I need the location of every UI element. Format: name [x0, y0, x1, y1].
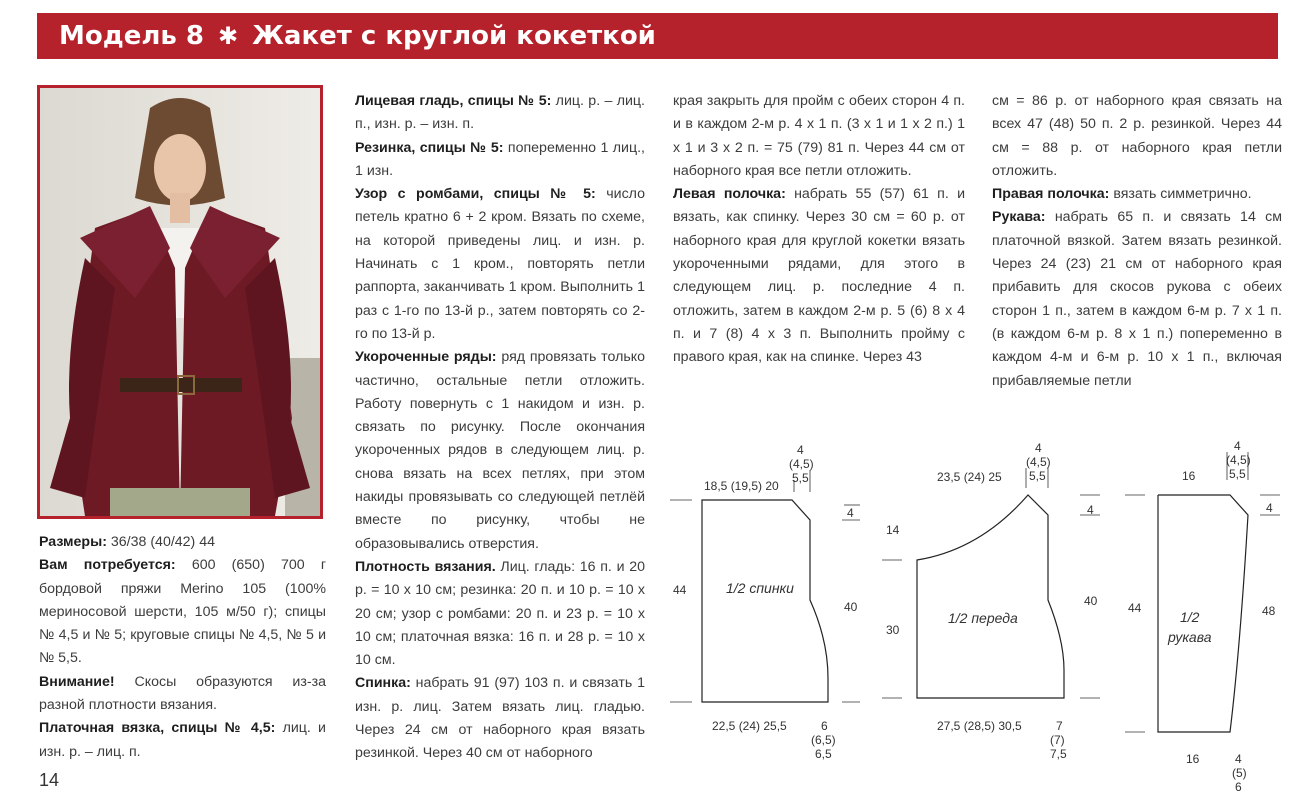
sleeve-paragraph: Рукава: набрать 65 п. и связать 14 см платочной вязкой. Затем вязать резинкой. Через 24 (23) 21 см от наборного края прибавить для скосов рукова с обеих сторон 1 п., затем в каждом 6-м р. 7 х 1 п. (в каждом 6-м р. 8 х 1 п.) попеременно в каждом 4-м и 6-м р. 10 х 1 п., включая прибавляемые петли	[992, 209, 1282, 389]
materials-paragraph: Вам потребуется: 600 (650) 700 г бордовой пряжи Merino 105 (100% мериносовой шерсти, 105 м/50 г); спицы № 4,5 и № 5; круговые спицы № 4,5, № 5 и № 5,5.	[39, 557, 326, 667]
front-armhole: 4	[1087, 503, 1094, 517]
back-height: 44	[673, 583, 687, 597]
page-number: 14	[39, 770, 60, 790]
back-label: 1/2 спинки	[726, 580, 794, 596]
model-number: Модель 8	[59, 21, 204, 51]
diamond-paragraph: Узор с ромбами, спицы № 5: число петель кратно 6 + 2 кром. Вязать по схеме, на которой приведены лиц. и изн. р. Начинать с 1 кром., повторять петли раппорта, заканчивать 1 кром. Выполнить 1 раз с 1-го по 13-й р., затем повторять со 2-го по 13-й р.	[355, 186, 645, 342]
front-top-width: 23,5 (24) 25	[937, 470, 1002, 484]
back-hem-3: 6,5	[815, 747, 832, 761]
sizes-paragraph: Размеры: 36/38 (40/42) 44	[39, 534, 215, 550]
sleeve-bottom-width: 16	[1186, 752, 1200, 766]
front-labels	[886, 441, 1098, 761]
sleeve-label-1: 1/2	[1180, 609, 1200, 625]
sleeve-cap: 4	[1266, 501, 1273, 515]
front-label: 1/2 переда	[948, 610, 1018, 626]
sleeve-hem-3: 6	[1235, 780, 1242, 794]
front-yoke-height: 14	[886, 523, 900, 537]
sleeve-shoulder-1: 4	[1234, 439, 1241, 453]
front-shoulder-2: (4,5)	[1026, 455, 1051, 469]
back-paragraph: Спинка: набрать 91 (97) 103 п. и связать 1 изн. р. лиц. Затем вязать лиц. гладью. Через 24 см от наборного края вязать резинкой. Через 40 см от наборного	[355, 675, 645, 762]
back-hem-1: 6	[821, 719, 828, 733]
title-banner	[37, 13, 1278, 59]
sleeve-shoulder-2: (4,5)	[1226, 453, 1251, 467]
front-outline	[917, 495, 1064, 698]
sleeve-height: 44	[1128, 601, 1142, 615]
back-shoulder-1: 4	[797, 443, 804, 457]
back-side-height: 40	[844, 600, 858, 614]
front-bottom-width: 27,5 (28,5) 30,5	[937, 719, 1022, 733]
density-paragraph: Плотность вязания. Лиц. гладь: 16 п. и 20 р. = 10 х 10 см; резинка: 20 п. и 10 р. = 10 х 20 см; узор с ромбами: 20 п. и 23 р. = 10 х 10 см; платочная вязка: 16 п. и 28 р. = 10 х 10 см.	[355, 558, 645, 669]
sleeve-outline	[1158, 495, 1248, 732]
rib-paragraph: Резинка, спицы № 5: попеременно 1 лиц., 1 изн.	[355, 139, 645, 179]
column-3	[673, 90, 965, 370]
back-shoulder-2: (4,5)	[789, 457, 814, 471]
front-side-height: 40	[1084, 594, 1098, 608]
sleeve-labels	[1128, 439, 1276, 794]
sleeve-hem-1: 4	[1235, 752, 1242, 766]
back-shoulder-3: 5,5	[792, 471, 809, 485]
back-labels	[673, 443, 858, 761]
front-shoulder-1: 4	[1035, 441, 1042, 455]
back-outline	[702, 500, 828, 702]
sleeve-shoulder-3: 5,5	[1229, 467, 1246, 481]
column-2	[355, 90, 645, 766]
model-photo	[37, 85, 323, 519]
front-hem-3: 7,5	[1050, 747, 1067, 761]
back-bottom-width: 22,5 (24) 25,5	[712, 719, 787, 733]
garter-paragraph: Платочная вязка, спицы № 4,5: лиц. и изн. р. – лиц. п.	[39, 720, 326, 760]
page-title: Жакет с круглой кокеткой	[252, 21, 656, 51]
short-rows-paragraph: Укороченные ряды: ряд провязать только частично, остальные петли отложить. Работу повернуть с 1 накидом и изн. р. связать по рисунку. После окончания укороченных рядов в следующем лиц. р. снова вязать на всех петлях, при этом накиды провязывать со следующей петлёй вместе по рисунку, чтобы не образовывались отверстия.	[355, 349, 645, 552]
front-height: 30	[886, 623, 900, 637]
sleeve-label-2: рукава	[1168, 629, 1212, 645]
left-front-continued-paragraph: см = 86 р. от наборного края связать на всех 47 (48) 50 п. 2 р. резинкой. Через 44 см = 88 р. от наборного края петли отложить.	[992, 93, 1282, 179]
front-hem-2: (7)	[1050, 733, 1065, 747]
sleeve-top-width: 16	[1182, 469, 1196, 483]
attention-paragraph: Внимание! Скосы образуются из-за разной плотности вязания.	[39, 673, 326, 714]
back-armhole: 4	[847, 506, 854, 520]
star-icon: ✱	[218, 22, 239, 50]
front-hem-1: 7	[1056, 719, 1063, 733]
back-continued-paragraph: края закрыть для пройм с обеих сторон 4 п. и в каждом 2-м р. 4 х 1 п. (3 х 1 и 1 х 2 п.) 1 х 1 и 3 х 2 п. = 75 (79) 81 п. Через 44 см от наборного края все петли отложить.	[673, 93, 965, 179]
pattern-diagram	[660, 430, 1300, 800]
back-top-width: 18,5 (19,5) 20	[704, 479, 779, 493]
sleeve-side-height: 48	[1262, 604, 1276, 618]
column-4	[992, 90, 1282, 393]
sleeve-hem-2: (5)	[1232, 766, 1247, 780]
back-hem-2: (6,5)	[811, 733, 836, 747]
stockinette-paragraph: Лицевая гладь, спицы № 5: лиц. р. – лиц. п., изн. р. – изн. п.	[355, 93, 645, 133]
left-front-paragraph: Левая полочка: набрать 55 (57) 61 п. и вязать, как спинку. Через 30 см = 60 р. от наборного края для круглой кокетки вязать укороченными рядами, для этого в следующем лиц. р. последние 4 п. отложить, затем в каждом 2-м р. 5 (6) 8 х 4 п. и 7 (8) 4 х 3 п. Выполнить пройму с правого края, как на спинке. Через 43	[673, 186, 965, 366]
column-1	[39, 531, 326, 764]
front-shoulder-3: 5,5	[1029, 469, 1046, 483]
right-front-paragraph: Правая полочка: вязать симметрично.	[992, 186, 1252, 203]
